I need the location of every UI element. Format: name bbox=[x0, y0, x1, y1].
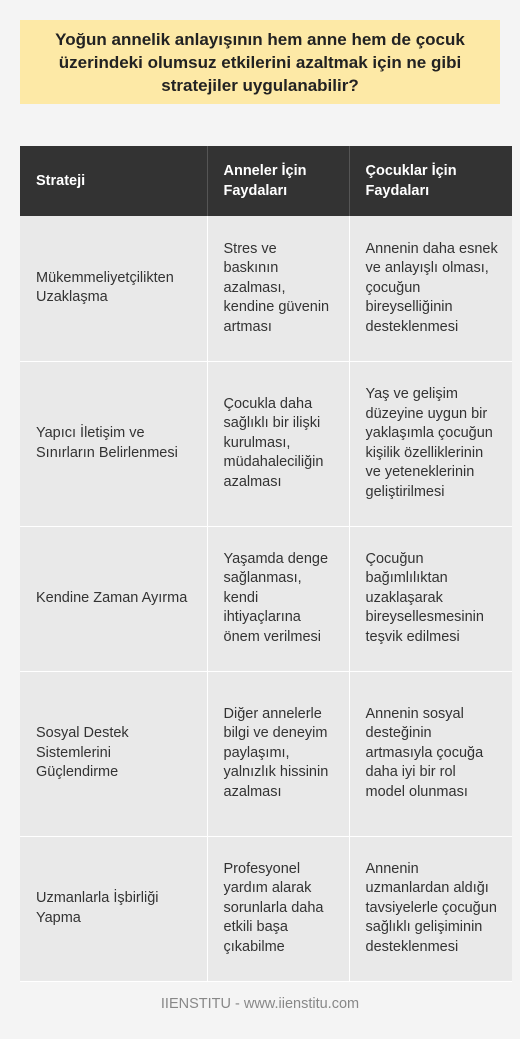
child-benefit-cell: Annenin uzmanlardan aldığı tavsiyelerle çocuğun sağlıklı gelişiminin desteklenmesi bbox=[349, 836, 512, 981]
strategy-cell: Yapıcı İletişim ve Sınırların Belirlenmesi bbox=[20, 361, 207, 526]
table-row bbox=[20, 216, 512, 361]
footer-credit: IIENSTITU - www.iienstitu.com bbox=[160, 996, 360, 1012]
column-header-child-benefits: Çocuklar İçin Faydaları bbox=[349, 146, 512, 216]
column-header-mother-benefits: Anneler İçin Faydaları bbox=[207, 146, 349, 216]
strategy-table bbox=[20, 146, 512, 982]
child-benefit-cell: Yaş ve gelişim düzeyine uygun bir yaklaşımla çocuğun kişilik özelliklerinin ve yeteneklerinin geliştirilmesi bbox=[349, 361, 512, 526]
table-row bbox=[20, 671, 512, 836]
child-benefit-cell: Annenin sosyal desteğinin artmasıyla çocuğa daha iyi bir rol model olunması bbox=[349, 671, 512, 836]
table-row bbox=[20, 361, 512, 526]
child-benefit-cell: Annenin daha esnek ve anlayışlı olması, çocuğun bireyselliğinin desteklenmesi bbox=[349, 216, 512, 361]
table-row bbox=[20, 526, 512, 671]
mother-benefit-cell: Çocukla daha sağlıklı bir ilişki kurulması, müdahaleciliğin azalması bbox=[207, 361, 349, 526]
mother-benefit-cell: Yaşamda denge sağlanması, kendi ihtiyaçlarına önem verilmesi bbox=[207, 526, 349, 671]
strategy-cell: Mükemmeliyetçilikten Uzaklaşma bbox=[20, 216, 207, 361]
mother-benefit-cell: Stres ve baskının azalması, kendine güvenin artması bbox=[207, 216, 349, 361]
column-header-strategy: Strateji bbox=[20, 146, 207, 216]
table-row bbox=[20, 836, 512, 981]
strategy-cell: Uzmanlarla İşbirliği Yapma bbox=[20, 836, 207, 981]
strategy-cell: Kendine Zaman Ayırma bbox=[20, 526, 207, 671]
table-header-row bbox=[20, 146, 512, 216]
mother-benefit-cell: Diğer annelerle bilgi ve deneyim paylaşımı, yalnızlık hissinin azalması bbox=[207, 671, 349, 836]
mother-benefit-cell: Profesyonel yardım alarak sorunlarla daha etkili başa çıkabilme bbox=[207, 836, 349, 981]
strategy-cell: Sosyal Destek Sistemlerini Güçlendirme bbox=[20, 671, 207, 836]
child-benefit-cell: Çocuğun bağımlılıktan uzaklaşarak bireysellesmesinin teşvik edilmesi bbox=[349, 526, 512, 671]
page-title: Yoğun annelik anlayışının hem anne hem de çocuk üzerindeki olumsuz etkilerini azaltmak için ne gibi stratejiler uygulanabilir? bbox=[20, 20, 500, 104]
